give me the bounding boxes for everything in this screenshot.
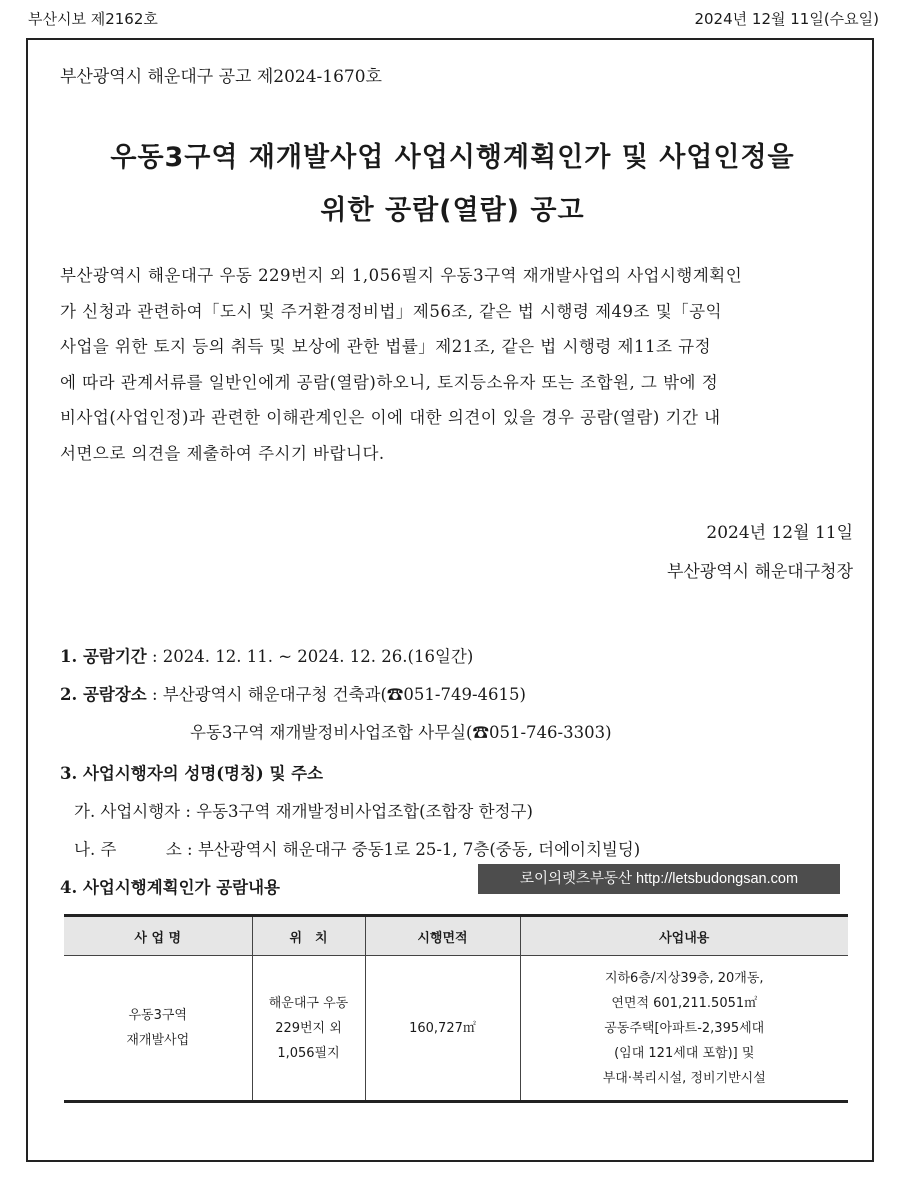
cell-line: 지하6층/지상39층, 20개동,	[604, 970, 764, 986]
header-content: 사업내용	[520, 916, 848, 956]
cell-line: 재개발사업	[126, 1033, 190, 1048]
cell-line: 공동주택[아파트-2,395세대	[604, 1020, 765, 1036]
cell-area	[365, 956, 520, 1102]
period-item	[60, 643, 473, 667]
operator-address	[74, 836, 640, 860]
place-value-1: : 부산광역시 해운대구청 건축과(☎051-749-4615)	[146, 685, 526, 704]
table-row	[64, 956, 848, 1102]
notice-number: 부산광역시 해운대구 공고 제2024-1670호	[60, 67, 382, 87]
cell-line: 우동3구역	[128, 1008, 187, 1023]
cell-line: (임대 121세대 포함)] 및	[614, 1045, 755, 1061]
table-header-row	[64, 916, 848, 956]
body-line: 비사업(사업인정)과 관련한 이해관계인은 이에 대한 의견이 있을 경우 공람(열람) 기간 내	[60, 408, 721, 427]
watermark-banner: 로이의렛츠부동산 http://letsbudongsan.com	[478, 864, 840, 894]
header-location: 위 치	[252, 916, 365, 956]
cell-name	[64, 956, 252, 1102]
body-line: 사업을 위한 토지 등의 취득 및 보상에 관한 법률」제21조, 같은 법 시행령 제11조 규정	[60, 337, 712, 356]
place-value-2: 우동3구역 재개발정비사업조합 사무실(☎051-746-3303)	[190, 723, 612, 742]
plan-table	[64, 914, 848, 1103]
notice-issuer: 부산광역시 해운대구청장	[666, 562, 853, 582]
notice-date: 2024년 12월 11일	[706, 523, 853, 543]
notice-title-line-2: 위한 공람(열람) 공고	[320, 195, 585, 226]
gazette-date: 2024년 12월 11일(수요일)	[694, 10, 879, 28]
body-line: 에 따라 관계서류를 일반인에게 공람(열람)하오니, 토지등소유자 또는 조합원, 그 밖에 정	[60, 372, 719, 392]
body-line: 가 신청과 관련하여「도시 및 주거환경정비법」제56조, 같은 법 시행령 제49조 및「공익	[60, 301, 723, 321]
place-item	[60, 681, 526, 705]
notice-title-line-1: 우동3구역 재개발사업 사업시행계획인가 및 사업인정을	[110, 142, 795, 173]
cell-line: 1,056필지	[277, 1045, 340, 1061]
cell-line: 229번지 외	[275, 1020, 342, 1036]
operator-heading: 3. 사업시행자의 성명(명칭) 및 주소	[60, 764, 324, 783]
plan-heading: 4. 사업시행계획인가 공람내용	[60, 878, 280, 897]
period-label: 1. 공람기간	[60, 647, 147, 666]
cell-content	[520, 956, 848, 1102]
body-line: 서면으로 의견을 제출하여 주시기 바랍니다.	[60, 443, 385, 463]
notice-body	[60, 258, 840, 471]
operator-address-label: 나. 주 소	[74, 840, 182, 859]
cell-line: 연면적 601,211.5051㎡	[611, 995, 758, 1011]
body-line: 부산광역시 해운대구 우동 229번지 외 1,056필지 우동3구역 재개발사업의 사업시행계획인	[60, 266, 743, 285]
gazette-number: 부산시보 제2162호	[28, 10, 158, 28]
header-name: 사 업 명	[64, 916, 252, 956]
cell-line: 160,727㎡	[409, 1020, 476, 1036]
cell-line: 부대·복리시설, 정비기반시설	[602, 1070, 766, 1086]
period-value: : 2024. 12. 11. ~ 2024. 12. 26.(16일간)	[146, 647, 474, 666]
operator-name: 가. 사업시행자 : 우동3구역 재개발정비사업조합(조합장 한정구)	[74, 802, 533, 821]
operator-address-value: : 부산광역시 해운대구 중동1로 25-1, 7층(중동, 더에이치빌딩)	[181, 840, 641, 859]
cell-location	[252, 956, 365, 1102]
header-area: 시행면적	[365, 916, 520, 956]
place-label: 2. 공람장소	[60, 685, 147, 704]
cell-line: 해운대구 우동	[268, 995, 349, 1011]
